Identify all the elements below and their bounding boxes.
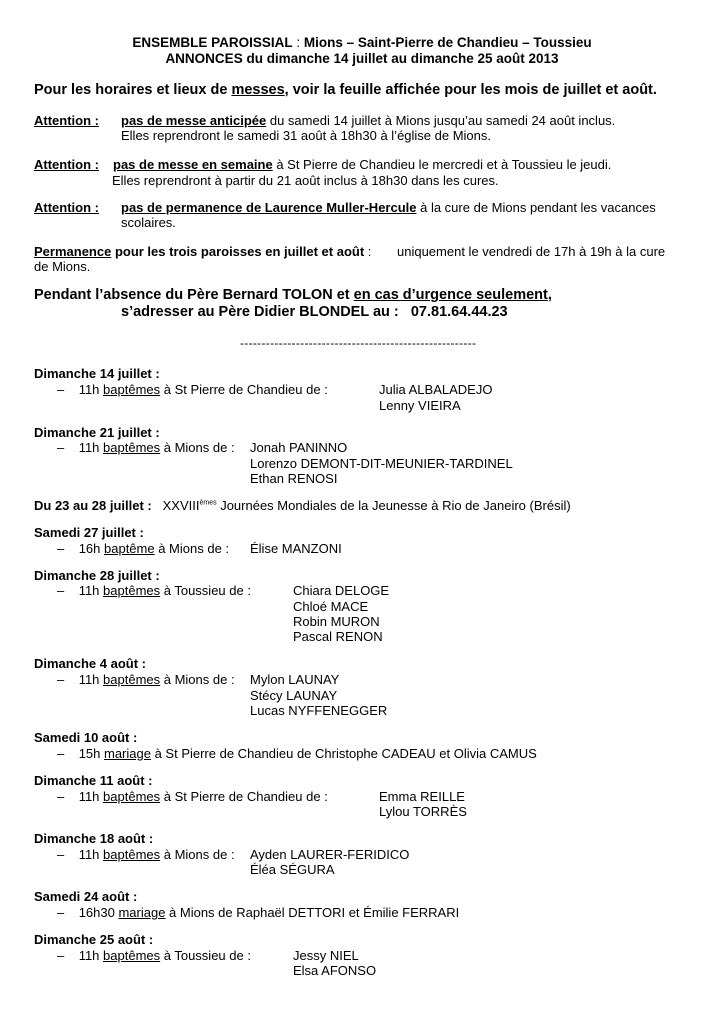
permanence-line — [34, 244, 371, 259]
name: Emma REILLE — [379, 789, 465, 804]
header-label: ENSEMBLE PAROISSIAL — [132, 35, 293, 50]
event-date: Dimanche 28 juillet : — [34, 568, 160, 583]
name: Robin MURON — [293, 614, 380, 629]
absence-text-a: Pendant l’absence du Père Bernard TOLON et — [34, 287, 354, 303]
event-date: Samedi 24 août : — [34, 889, 138, 904]
event-line — [57, 672, 235, 687]
horaires-before: Pour les horaires et lieux de — [34, 82, 232, 98]
event-date: Du 23 au 28 juillet : — [34, 498, 152, 513]
event-line — [57, 789, 328, 804]
name: Lorenzo DEMONT-DIT-MEUNIER-TARDINEL — [250, 456, 513, 471]
attention-2 — [34, 157, 99, 172]
horaires-messes: messes — [231, 82, 285, 98]
event-place: à Mions de : — [154, 541, 230, 556]
name: Chloé MACE — [293, 599, 369, 614]
header-line-1 — [0, 35, 724, 50]
attention-rest: du samedi 14 juillet à Mions jusqu’au samedi 24 août inclus. — [266, 113, 616, 128]
event-line — [57, 583, 251, 598]
event-jmj — [34, 498, 571, 513]
event-place: à St Pierre de Chandieu de Christophe CADEAU et Olivia CAMUS — [150, 746, 537, 761]
absence-text-b: , — [547, 287, 552, 303]
attention-2-text — [113, 157, 611, 172]
event-time: 11h — [78, 847, 104, 862]
event-date: Dimanche 4 août : — [34, 656, 146, 671]
event-kind: mariage — [104, 746, 151, 761]
event-line — [57, 382, 328, 397]
name: Éléa SÉGURA — [250, 862, 335, 877]
bullet: – — [57, 440, 65, 455]
event-time: 16h30 — [78, 905, 119, 920]
bullet: – — [57, 789, 65, 804]
permanence-colon: : — [364, 244, 372, 259]
event-date: Dimanche 11 août : — [34, 773, 153, 788]
event-kind: baptêmes — [103, 440, 161, 455]
event-place: à St Pierre de Chandieu de : — [160, 789, 328, 804]
name: Stécy LAUNAY — [250, 688, 338, 703]
absence-line-1 — [34, 287, 552, 303]
attention-label: Attention : — [34, 113, 99, 128]
bullet: – — [57, 541, 65, 556]
phone-number: 07.81.64.44.23 — [410, 304, 508, 320]
absence-urgence: en cas d’urgence seulement — [353, 287, 548, 303]
permanence-label: Permanence — [34, 244, 112, 259]
attention-2-line2: Elles reprendront à partir du 21 août inclus à 18h30 dans les cures. — [112, 173, 499, 188]
attention-label: Attention : — [34, 157, 99, 172]
event-kind: baptêmes — [103, 789, 161, 804]
event-time: 11h — [78, 948, 104, 963]
event-line — [57, 541, 229, 556]
bullet: – — [57, 672, 65, 687]
event-line — [57, 440, 235, 455]
jmj-text: Journées Mondiales de la Jeunesse à Rio de Janeiro (Brésil) — [216, 498, 571, 513]
horaires-line — [34, 82, 657, 98]
event-time: 11h — [78, 440, 104, 455]
attention-1-line2: Elles reprendront le samedi 31 août à 18h30 à l’église de Mions. — [121, 128, 492, 143]
event-place: à Mions de : — [160, 847, 235, 862]
name: Lylou TORRÈS — [379, 804, 467, 819]
event-kind: baptêmes — [103, 583, 161, 598]
name: Jonah PANINNO — [250, 440, 348, 455]
attention-rest: à St Pierre de Chandieu le mercredi et à Toussieu le jeudi. — [272, 157, 612, 172]
name: Élise MANZONI — [250, 541, 342, 556]
attention-1-text — [121, 113, 615, 128]
event-place: à Mions de : — [160, 672, 235, 687]
event-place: à St Pierre de Chandieu de : — [160, 382, 328, 397]
permanence-bold: pour les trois paroisses en juillet et août — [111, 244, 365, 259]
event-time: 11h — [78, 672, 104, 687]
jmj-sup: èmes — [199, 499, 217, 507]
event-line — [57, 948, 251, 963]
event-kind: baptêmes — [103, 672, 161, 687]
bullet: – — [57, 382, 65, 397]
event-time: 11h — [78, 789, 104, 804]
event-time: 11h — [78, 583, 104, 598]
attention-emph: pas de messe anticipée — [121, 113, 267, 128]
attention-3-line2: scolaires. — [121, 215, 176, 230]
permanence-text: uniquement le vendredi de 17h à 19h à la cure — [397, 244, 666, 259]
header-parishes: Mions – Saint-Pierre de Chandieu – Toussieu — [303, 35, 592, 50]
header-line-2: ANNONCES du dimanche 14 juillet au dimanche 25 août 2013 — [165, 51, 559, 66]
name: Julia ALBALADEJO — [379, 382, 493, 397]
event-line — [57, 905, 459, 920]
attention-3 — [34, 200, 99, 215]
event-date: Samedi 10 août : — [34, 730, 138, 745]
separator: ------------------------------------------------------- — [240, 336, 477, 350]
event-date: Dimanche 14 juillet : — [34, 366, 160, 381]
name: Pascal RENON — [293, 629, 383, 644]
name: Jessy NIEL — [293, 948, 359, 963]
name: Elsa AFONSO — [293, 963, 377, 978]
attention-emph: pas de messe en semaine — [113, 157, 273, 172]
absence-contact: s’adresser au Père Didier BLONDEL au : — [121, 304, 399, 320]
attention-label: Attention : — [34, 200, 99, 215]
header-sep: : — [292, 35, 304, 50]
permanence-line2: de Mions. — [34, 259, 91, 274]
attention-1 — [34, 113, 99, 128]
event-kind: baptêmes — [103, 382, 161, 397]
event-place: à Toussieu de : — [160, 583, 251, 598]
bullet: – — [57, 905, 65, 920]
attention-emph: pas de permanence de Laurence Muller-Hercule — [121, 200, 417, 215]
name: Lucas NYFFENEGGER — [250, 703, 388, 718]
event-line — [57, 746, 537, 761]
event-time: 16h — [78, 541, 104, 556]
event-place: à Mions de Raphaël DETTORI et Émilie FERRARI — [165, 905, 460, 920]
event-line — [57, 847, 235, 862]
event-kind: baptêmes — [103, 847, 161, 862]
event-kind: baptême — [104, 541, 155, 556]
bullet: – — [57, 583, 65, 598]
event-date: Samedi 27 juillet : — [34, 525, 144, 540]
event-kind: mariage — [118, 905, 166, 920]
event-kind: baptêmes — [103, 948, 161, 963]
name: Chiara DELOGE — [293, 583, 390, 598]
jmj-edition: XXVIII — [162, 498, 200, 513]
bullet: – — [57, 948, 65, 963]
name: Ayden LAURER-FERIDICO — [250, 847, 410, 862]
name: Lenny VIEIRA — [379, 398, 461, 413]
event-date: Dimanche 21 juillet : — [34, 425, 160, 440]
attention-3-text — [121, 200, 656, 215]
event-place: à Mions de : — [160, 440, 235, 455]
absence-line-2 — [121, 304, 508, 320]
name: Ethan RENOSI — [250, 471, 338, 486]
attention-rest: à la cure de Mions pendant les vacances — [416, 200, 656, 215]
horaires-after: , voir la feuille affichée pour les mois de juillet et août. — [284, 82, 657, 98]
event-place: à Toussieu de : — [160, 948, 251, 963]
name: Mylon LAUNAY — [250, 672, 340, 687]
event-time: 11h — [78, 382, 104, 397]
event-time: 15h — [78, 746, 104, 761]
bullet: – — [57, 746, 65, 761]
event-date: Dimanche 25 août : — [34, 932, 154, 947]
event-date: Dimanche 18 août : — [34, 831, 154, 846]
bullet: – — [57, 847, 65, 862]
